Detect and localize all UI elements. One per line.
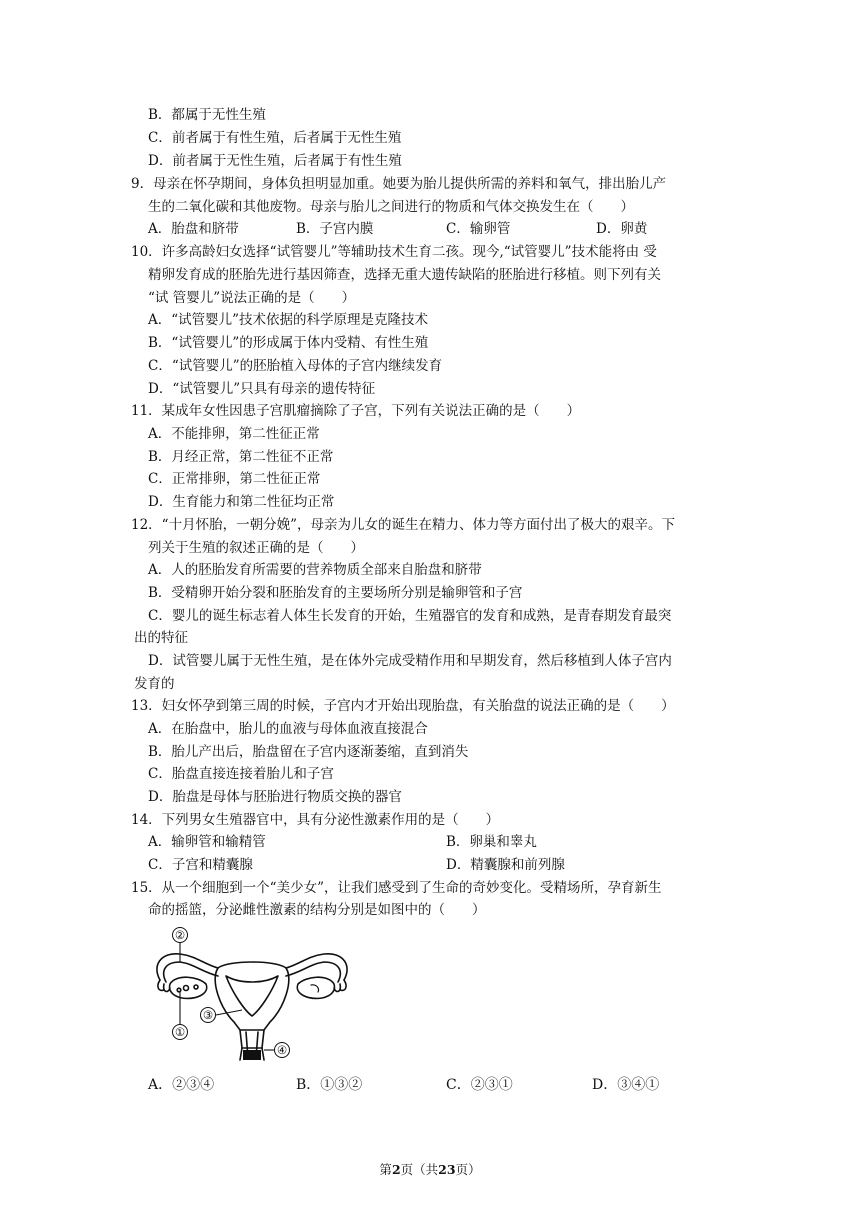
q8-option-c: C．前者属于有性生殖，后者属于无性生殖	[148, 130, 402, 146]
q14-option-b: B．卵巢和睾丸	[446, 834, 537, 850]
q9-option-b: B．子宫内膜	[296, 221, 374, 237]
footer-page-number: 2	[391, 1162, 401, 1177]
page-footer	[0, 1160, 860, 1178]
diagram-label-4: ④	[276, 1043, 288, 1057]
q11-option-b: B．月经正常，第二性征不正常	[148, 449, 334, 465]
q15-option-d: D．③④①	[592, 1077, 660, 1093]
q11-stem: 11．某成年女性因患子宫肌瘤摘除了子宫，下列有关说法正确的是（ ）	[131, 403, 581, 419]
q10-option-d: D．“试管婴儿”只具有母亲的遗传特征	[148, 381, 376, 397]
q15-option-b: B．①③②	[296, 1077, 363, 1093]
diagram-label-3: ③	[202, 1008, 214, 1022]
footer-prefix: 第	[379, 1162, 392, 1177]
q10-stem-line2: 精卵发育成的胚胎先进行基因筛查，选择无重大遗传缺陷的胚胎进行移植。则下列有关	[148, 267, 661, 283]
q12-option-b: B．受精卵开始分裂和胚胎发育的主要场所分别是输卵管和子宫	[148, 585, 523, 601]
q9-option-d: D．卵黄	[596, 221, 648, 237]
q10-option-b: B．“试管婴儿”的形成属于体内受精、有性生殖	[148, 335, 429, 351]
q10-stem-line1: 10．许多高龄妇女选择“试管婴儿”等辅助技术生育二孩。现今,“试管婴儿”技术能将由 受	[131, 244, 657, 260]
diagram-label-1: ①	[174, 1025, 186, 1039]
q11-option-d: D．生育能力和第二性征均正常	[148, 494, 335, 510]
q12-stem-line1: 12．“十月怀胎，一朝分娩”，母亲为儿女的诞生在精力、体力等方面付出了极大的艰辛。下	[131, 517, 675, 533]
q15-option-c: C．②③①	[446, 1077, 513, 1093]
q13-option-d: D．胎盘是母体与胚胎进行物质交换的器官	[148, 789, 402, 805]
q9-option-c: C．输卵管	[446, 221, 511, 237]
q8-option-d: D．前者属于无性生殖，后者属于有性生殖	[148, 153, 402, 169]
q12-option-d-line1: D．试管婴儿属于无性生殖，是在体外完成受精作用和早期发育，然后移植到人体子宫内	[148, 653, 672, 669]
q13-option-b: B．胎儿产出后，胎盘留在子宫内逐渐萎缩，直到消失	[148, 744, 469, 760]
q15-stem-line2: 命的摇篮，分泌雌性激素的结构分别是如图中的（ ）	[148, 902, 486, 918]
q11-option-a: A．不能排卵，第二性征正常	[148, 426, 320, 442]
q12-option-d-line2: 发育的	[134, 676, 175, 692]
q14-option-a: A．输卵管和输精管	[148, 834, 266, 850]
q10-option-a: A．“试管婴儿”技术依据的科学原理是克隆技术	[148, 312, 429, 328]
footer-total-pages: 23	[438, 1162, 456, 1177]
q12-option-a: A．人的胚胎发育所需要的营养物质全部来自胎盘和脐带	[148, 562, 482, 578]
footer-middle: 页（共	[400, 1162, 439, 1177]
q9-stem-line2: 生的二氧化碳和其他废物。母亲与胎儿之间进行的物质和气体交换发生在（ ）	[148, 199, 634, 215]
q13-option-a: A．在胎盘中，胎儿的血液与母体血液直接混合	[148, 721, 428, 737]
q10-stem-line3: “试 管婴儿”说法正确的是（ ）	[148, 290, 356, 306]
q8-option-b: B．都属于无性生殖	[148, 107, 266, 123]
uterus-diagram	[146, 922, 358, 1062]
footer-suffix: 页）	[455, 1162, 481, 1177]
q9-stem-line1: 9．母亲在怀孕期间，身体负担明显加重。她要为胎儿提供所需的养料和氧气，排出胎儿产	[131, 176, 667, 192]
q12-option-c-line2: 出的特征	[134, 630, 188, 646]
q14-option-d: D．精囊腺和前列腺	[446, 857, 565, 873]
q14-stem: 14．下列男女生殖器官中，具有分泌性激素作用的是（ ）	[131, 812, 500, 828]
q10-option-c: C．“试管婴儿”的胚胎植入母体的子宫内继续发育	[148, 358, 443, 374]
q13-stem: 13．妇女怀孕到第三周的时候，子宫内才开始出现胎盘，有关胎盘的说法正确的是（ ）	[131, 698, 675, 714]
q15-option-a: A．②③④	[148, 1077, 215, 1093]
q15-stem-line1: 15．从一个细胞到一个“美少女”，让我们感受到了生命的奇妙变化。受精场所，孕育新生	[131, 880, 662, 896]
q11-option-c: C．正常排卵，第二性征正常	[148, 471, 321, 487]
diagram-label-2: ②	[174, 928, 186, 942]
q12-stem-line2: 列关于生殖的叙述正确的是（ ）	[148, 540, 364, 556]
q14-option-c: C．子宫和精囊腺	[148, 857, 253, 873]
q12-option-c-line1: C．婴儿的诞生标志着人体生长发育的开始，生殖器官的发育和成熟，是青春期发育最突	[148, 608, 672, 624]
q13-option-c: C．胎盘直接连接着胎儿和子宫	[148, 766, 334, 782]
q9-option-a: A．胎盘和脐带	[148, 221, 239, 237]
